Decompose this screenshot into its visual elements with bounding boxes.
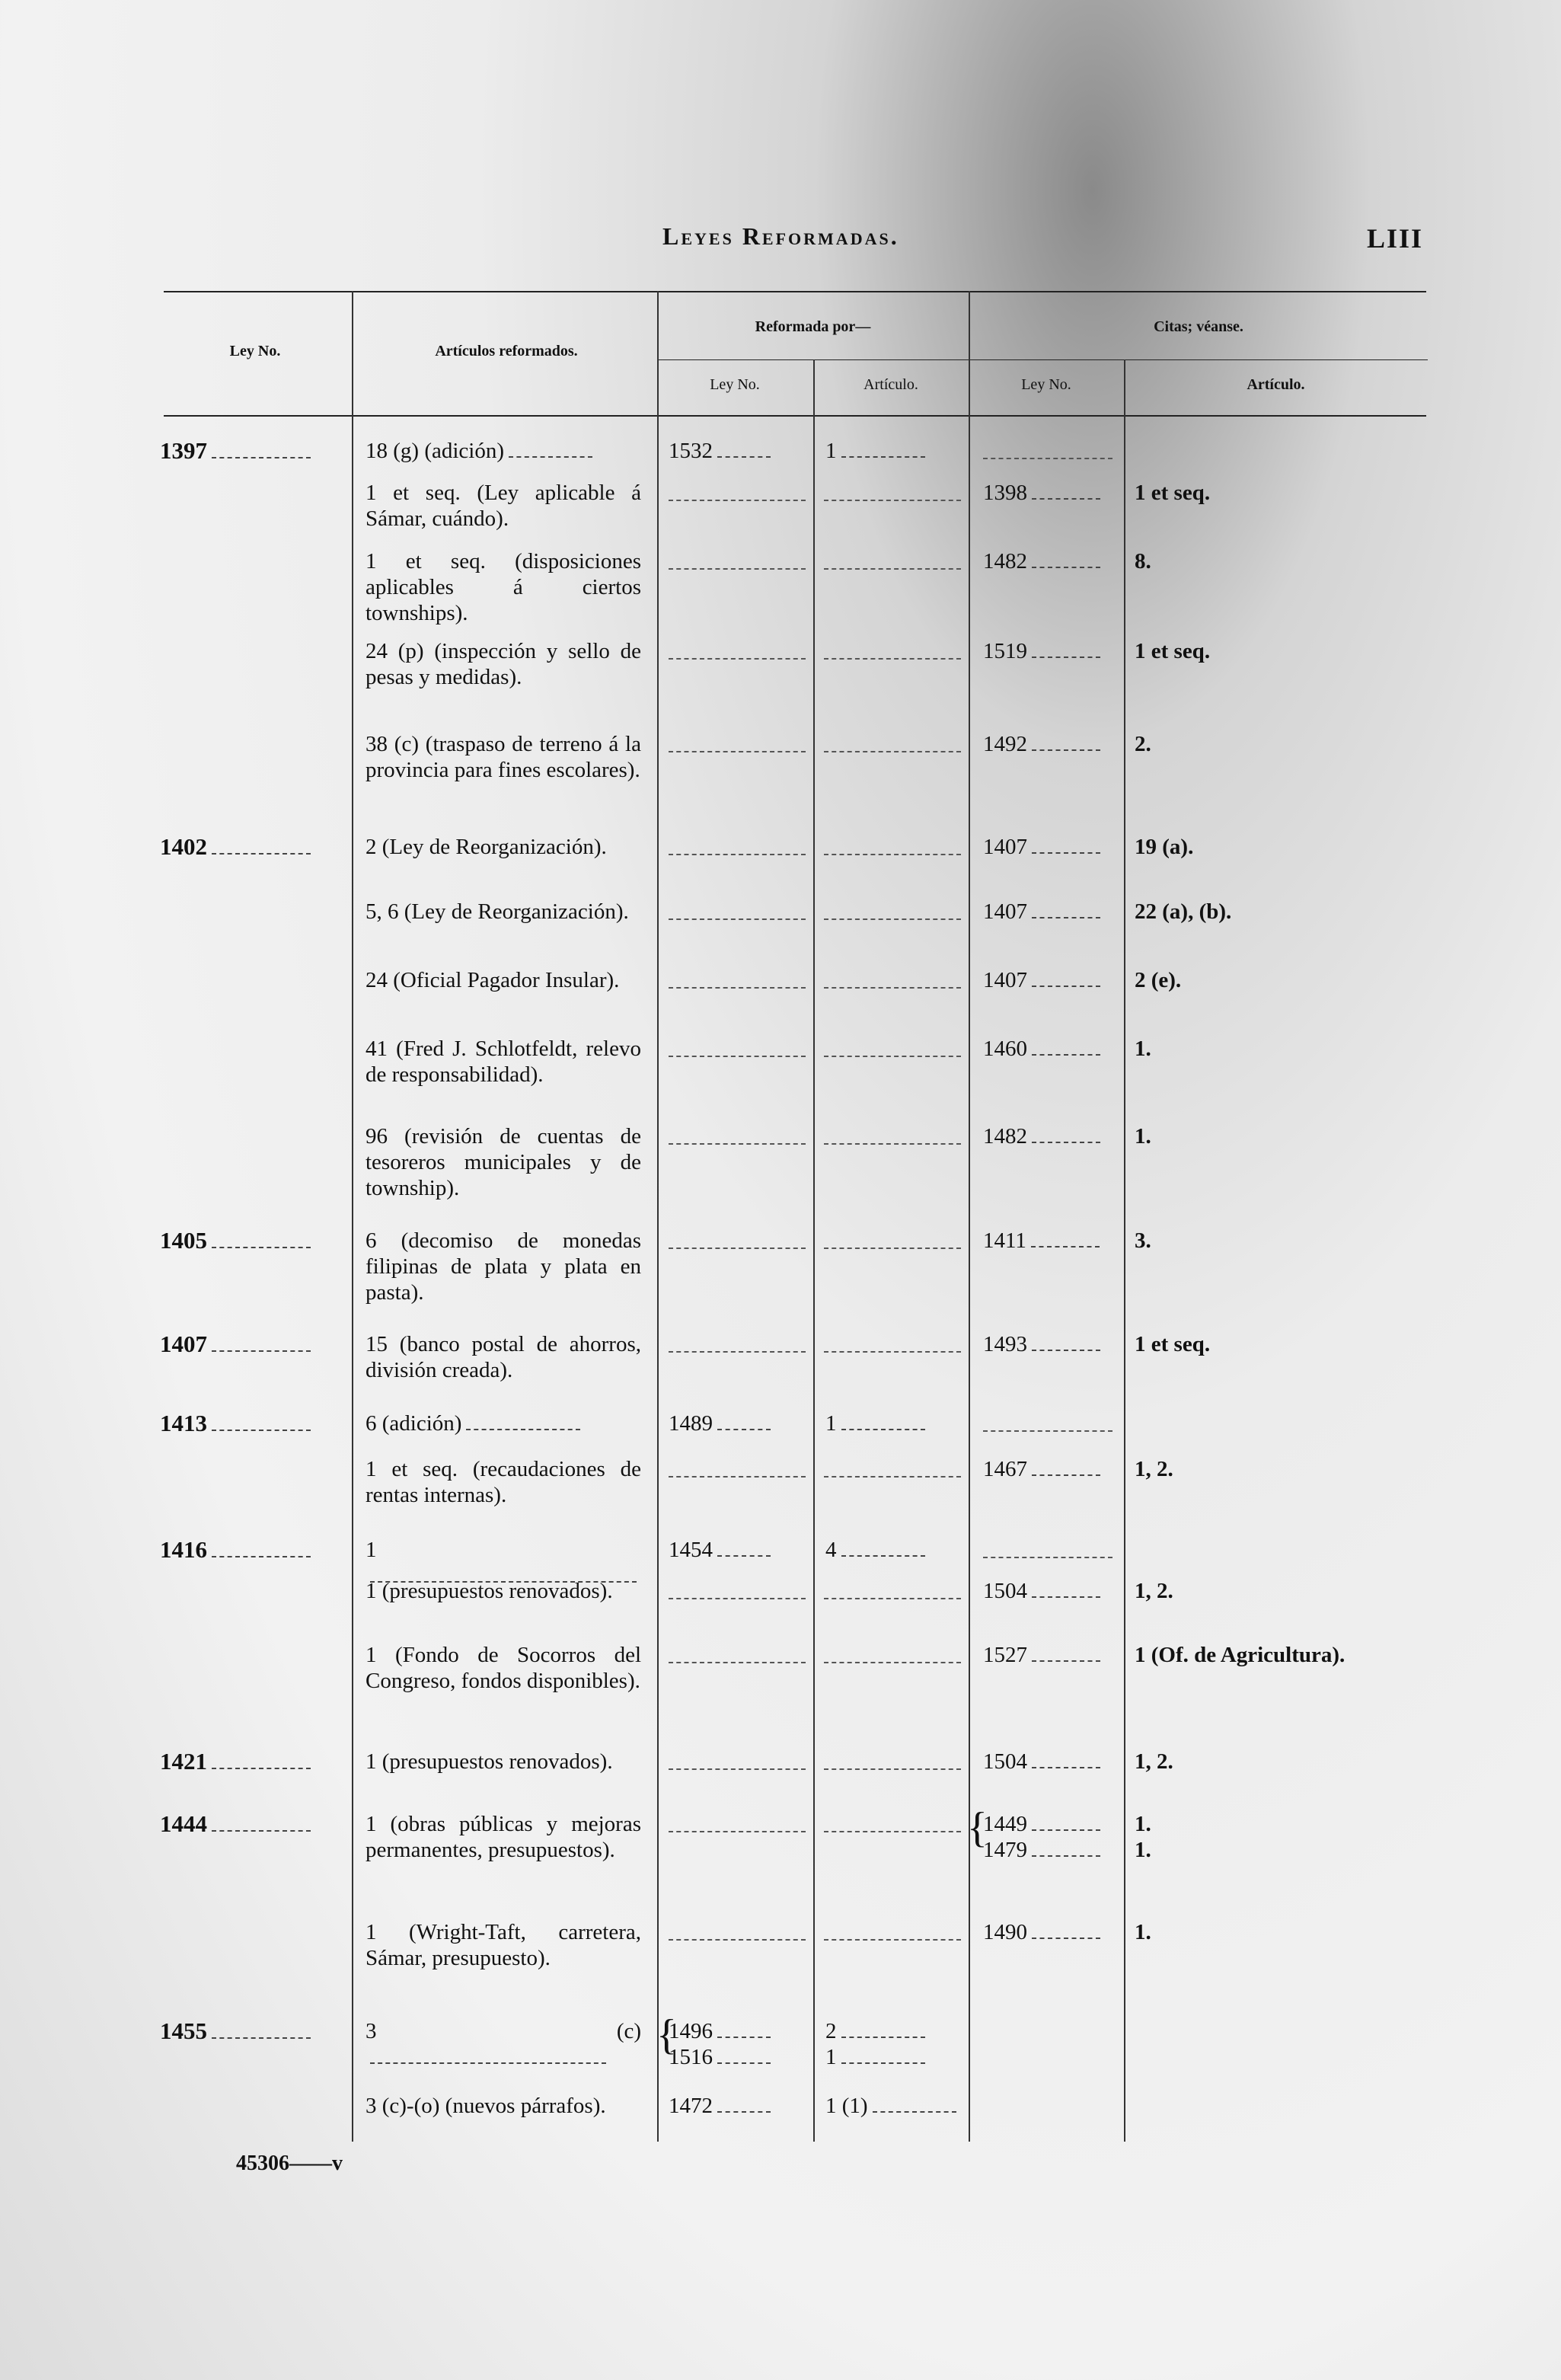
dot-leader bbox=[1032, 1938, 1100, 1939]
cita-articulo bbox=[1135, 1811, 1439, 1863]
empty-dash bbox=[669, 658, 806, 660]
ley-number-text: 1421 bbox=[160, 1748, 207, 1775]
empty-dash bbox=[669, 500, 806, 501]
articulo-reformado bbox=[366, 899, 641, 925]
dot-leader bbox=[212, 1350, 311, 1352]
articulo-text: 1 (obras públicas y mejoras permanentes, presupuestos). bbox=[366, 1812, 641, 1862]
cita-articulo bbox=[1135, 899, 1439, 925]
dot-leader bbox=[1032, 1660, 1100, 1662]
ley-number-text: 1455 bbox=[160, 2017, 207, 2044]
dot-leader bbox=[717, 1555, 771, 1557]
col-divider-4 bbox=[969, 291, 970, 2142]
empty-dash bbox=[824, 1598, 961, 1599]
reformada-articulo bbox=[825, 1537, 962, 1563]
dot-leader bbox=[717, 2062, 771, 2064]
articulo-text: 1 (presupuestos renovados). bbox=[366, 1579, 613, 1603]
header-reformada-por: Reformada por— bbox=[755, 318, 871, 335]
empty-dash bbox=[824, 1248, 961, 1249]
dot-leader bbox=[212, 853, 311, 855]
cita-articulo bbox=[1135, 1036, 1439, 1062]
cita-ley-value: 1411 bbox=[983, 1228, 1120, 1254]
cita-articulo bbox=[1135, 1578, 1439, 1604]
cita-ley bbox=[983, 1331, 1120, 1357]
dot-leader bbox=[841, 456, 925, 458]
articulo-reformado bbox=[366, 967, 641, 993]
ley-number-text: 1397 bbox=[160, 437, 207, 464]
articulo-text: 1 (presupuestos renovados). bbox=[366, 1749, 613, 1774]
cita-articulo bbox=[1135, 967, 1439, 993]
dot-leader bbox=[841, 1555, 925, 1557]
reformada-ley bbox=[669, 1537, 813, 1563]
cita-ley-value: 1527 bbox=[983, 1642, 1120, 1668]
dot-leader bbox=[1032, 656, 1100, 658]
articulo-text: 96 (revisión de cuentas de tesoreros municipales y de township). bbox=[366, 1124, 641, 1200]
dot-leader bbox=[1032, 852, 1100, 854]
reformada-ley-value: 1516 bbox=[669, 2044, 813, 2070]
articulo-text: 3 (c) bbox=[366, 2019, 641, 2043]
running-title: Leyes Reformadas. bbox=[662, 222, 899, 250]
ley-number-text: 1416 bbox=[160, 1536, 207, 1563]
empty-dash bbox=[669, 1662, 806, 1663]
empty-dash bbox=[669, 1143, 806, 1145]
empty-dash bbox=[669, 1768, 806, 1770]
header-citas-articulo: Artículo. bbox=[1247, 376, 1305, 393]
dot-leader bbox=[212, 1430, 311, 1431]
cita-ley-value: 1490 bbox=[983, 1919, 1120, 1945]
cita-ley bbox=[983, 1123, 1120, 1149]
reformada-ley bbox=[669, 1410, 813, 1436]
brace-icon: { bbox=[967, 1804, 988, 1851]
cita-articulo bbox=[1135, 731, 1439, 757]
cita-articulo-value: 1 et seq. bbox=[1135, 481, 1211, 505]
reformada-articulo-value: 1 bbox=[825, 2044, 962, 2070]
cita-ley-value: 1482 bbox=[983, 1123, 1120, 1149]
empty-dash bbox=[824, 1939, 961, 1941]
cita-ley-value: 1407 bbox=[983, 967, 1120, 993]
articulo-text: 6 (decomiso de monedas filipinas de plata y plata en pasta). bbox=[366, 1228, 641, 1305]
cita-ley-value: 1482 bbox=[983, 548, 1120, 574]
articulo-text: 41 (Fred J. Schlotfeldt, relevo de responsabilidad). bbox=[366, 1037, 641, 1087]
dot-leader bbox=[1032, 1596, 1100, 1598]
cita-ley-value: 1449 bbox=[983, 1811, 1120, 1837]
articulo-reformado bbox=[366, 1228, 641, 1305]
reformada-articulo-value: 4 bbox=[825, 1537, 962, 1563]
dot-leader bbox=[1032, 1829, 1100, 1831]
ley-number bbox=[160, 1410, 358, 1436]
dot-leader bbox=[841, 1429, 925, 1430]
articulo-text: 18 (g) (adición) bbox=[366, 439, 504, 463]
header-citas: Citas; véanse. bbox=[1154, 318, 1243, 335]
empty-dash bbox=[669, 918, 806, 920]
cita-articulo bbox=[1135, 1919, 1439, 1945]
reformada-ley-value: 1532 bbox=[669, 438, 813, 464]
brace-icon: { bbox=[656, 2011, 677, 2059]
ley-number bbox=[160, 834, 358, 860]
dot-leader bbox=[212, 1247, 311, 1248]
header-articulos: Artículos reformados. bbox=[435, 343, 578, 359]
cita-articulo-value: 1, 2. bbox=[1135, 1749, 1173, 1774]
cita-articulo-value: 1. bbox=[1135, 1838, 1151, 1862]
articulo-text: 15 (banco postal de ahorros, división creada). bbox=[366, 1332, 641, 1382]
articulo-reformado bbox=[366, 548, 641, 626]
dot-leader bbox=[370, 2062, 606, 2064]
reformada-articulo bbox=[825, 2093, 962, 2119]
ley-number-text: 1407 bbox=[160, 1331, 207, 1357]
empty-dash bbox=[824, 568, 961, 570]
cita-articulo bbox=[1135, 1749, 1439, 1775]
articulo-reformado bbox=[366, 1410, 641, 1436]
dot-leader bbox=[1032, 1855, 1100, 1857]
empty-dash bbox=[983, 1430, 1112, 1432]
cita-articulo-value: 2 (e). bbox=[1135, 968, 1182, 992]
empty-dash bbox=[669, 1476, 806, 1478]
reformada-ley-value: 1489 bbox=[669, 1410, 813, 1436]
dot-leader bbox=[1032, 1054, 1100, 1056]
articulo-text: 1 et seq. (recaudaciones de rentas internas). bbox=[366, 1457, 641, 1507]
cita-ley-value: 1467 bbox=[983, 1456, 1120, 1482]
header-mid-rule bbox=[659, 359, 1428, 360]
cita-ley bbox=[983, 1919, 1120, 1945]
empty-dash bbox=[669, 1939, 806, 1941]
page-header bbox=[0, 222, 1561, 268]
reformada-articulo-value: 2 bbox=[825, 2018, 962, 2044]
cita-articulo-value: 19 (a). bbox=[1135, 835, 1194, 859]
cita-articulo bbox=[1135, 1123, 1439, 1149]
empty-dash bbox=[824, 1831, 961, 1832]
dot-leader bbox=[717, 2111, 771, 2113]
cita-articulo bbox=[1135, 1331, 1439, 1357]
articulo-reformado bbox=[366, 2093, 641, 2119]
empty-dash bbox=[824, 1056, 961, 1057]
cita-articulo-value: 1. bbox=[1135, 1124, 1151, 1148]
header-ley-no: Ley No. bbox=[229, 343, 281, 359]
dot-leader bbox=[1032, 749, 1100, 751]
articulo-text: 24 (Oficial Pagador Insular). bbox=[366, 968, 620, 992]
articulo-reformado bbox=[366, 1749, 641, 1775]
cita-articulo-value: 2. bbox=[1135, 732, 1151, 756]
cita-ley bbox=[983, 1228, 1120, 1254]
cita-articulo bbox=[1135, 834, 1439, 860]
reformada-ley-value: 1472 bbox=[669, 2093, 813, 2119]
articulo-text: 1 et seq. (disposiciones aplicables á ciertos townships). bbox=[366, 549, 641, 625]
empty-dash bbox=[983, 1557, 1112, 1558]
ley-number-text: 1413 bbox=[160, 1410, 207, 1436]
articulo-reformado bbox=[366, 1036, 641, 1088]
ley-number bbox=[160, 1749, 358, 1775]
empty-dash bbox=[669, 1248, 806, 1249]
dot-leader bbox=[717, 456, 771, 458]
cita-ley-value: 1407 bbox=[983, 834, 1120, 860]
articulo-reformado bbox=[366, 1123, 641, 1201]
articulo-reformado bbox=[366, 1642, 641, 1694]
cita-articulo bbox=[1135, 1456, 1439, 1482]
cita-ley bbox=[983, 731, 1120, 757]
col-divider-3 bbox=[813, 359, 815, 2142]
articulo-reformado bbox=[366, 638, 641, 690]
articulo-reformado bbox=[366, 1578, 641, 1604]
dot-leader bbox=[1032, 917, 1100, 918]
empty-dash bbox=[669, 1831, 806, 1832]
cita-articulo-value: 3. bbox=[1135, 1228, 1151, 1253]
dot-leader bbox=[1031, 1246, 1100, 1248]
ley-number bbox=[160, 1331, 358, 1357]
empty-dash bbox=[824, 1351, 961, 1353]
dot-leader bbox=[466, 1429, 580, 1430]
cita-articulo-value: 1. bbox=[1135, 1812, 1151, 1836]
dot-leader bbox=[1032, 1767, 1100, 1768]
dot-leader bbox=[841, 2037, 925, 2038]
articulo-text: 5, 6 (Ley de Reorganización). bbox=[366, 899, 629, 924]
reformada-articulo-value: 1 (1) bbox=[825, 2093, 962, 2119]
articulo-text: 1 (Wright-Taft, carretera, Sámar, presupuesto). bbox=[366, 1920, 641, 1970]
cita-ley-value: 1460 bbox=[983, 1036, 1120, 1062]
articulo-reformado bbox=[366, 731, 641, 783]
empty-dash bbox=[824, 1143, 961, 1145]
cita-ley-value: 1479 bbox=[983, 1837, 1120, 1863]
articulo-text: 6 (adición) bbox=[366, 1411, 462, 1436]
cita-ley bbox=[983, 1578, 1120, 1604]
cita-ley bbox=[983, 967, 1120, 993]
articulo-text: 1 et seq. (Ley aplicable á Sámar, cuándo). bbox=[366, 481, 641, 531]
cita-articulo bbox=[1135, 480, 1439, 506]
articulo-reformado bbox=[366, 1331, 641, 1383]
articulo-text: 1 bbox=[366, 1538, 377, 1562]
cita-articulo bbox=[1135, 1228, 1439, 1254]
cita-ley bbox=[983, 899, 1120, 925]
cita-articulo bbox=[1135, 1642, 1439, 1668]
cita-articulo-value: 1 (Of. de Agricultura). bbox=[1135, 1643, 1346, 1667]
empty-dash bbox=[824, 1476, 961, 1478]
dot-leader bbox=[1032, 498, 1100, 500]
dot-leader bbox=[212, 1556, 311, 1557]
header-reformada-articulo: Artículo. bbox=[863, 376, 918, 393]
cita-ley bbox=[983, 480, 1120, 506]
dot-leader bbox=[1032, 1142, 1100, 1143]
cita-ley bbox=[983, 548, 1120, 574]
cita-articulo-value: 1 et seq. bbox=[1135, 639, 1211, 663]
reformada-articulo bbox=[825, 2018, 962, 2070]
empty-dash bbox=[824, 500, 961, 501]
col-divider-1 bbox=[352, 291, 353, 2142]
empty-dash bbox=[824, 1768, 961, 1770]
cita-articulo-value: 1. bbox=[1135, 1920, 1151, 1944]
dot-leader bbox=[1032, 1350, 1100, 1351]
empty-dash bbox=[824, 987, 961, 989]
header-citas-ley: Ley No. bbox=[1021, 376, 1071, 393]
empty-dash bbox=[824, 658, 961, 660]
cita-ley bbox=[983, 1749, 1120, 1775]
articulo-text: 24 (p) (inspección y sello de pesas y medidas). bbox=[366, 639, 641, 689]
empty-dash bbox=[824, 854, 961, 855]
dot-leader bbox=[212, 1830, 311, 1832]
cita-ley-value: 1493 bbox=[983, 1331, 1120, 1357]
dot-leader bbox=[717, 2037, 771, 2038]
articulo-reformado bbox=[366, 834, 641, 860]
articulo-text: 2 (Ley de Reorganización). bbox=[366, 835, 607, 859]
cita-ley-value: 1407 bbox=[983, 899, 1120, 925]
dot-leader bbox=[212, 2037, 311, 2039]
empty-dash bbox=[669, 751, 806, 752]
articulo-reformado bbox=[366, 1811, 641, 1863]
articulo-reformado bbox=[366, 1456, 641, 1508]
cita-ley bbox=[983, 1036, 1120, 1062]
col-divider-2 bbox=[657, 291, 659, 2142]
cita-articulo-value: 1, 2. bbox=[1135, 1579, 1173, 1603]
cita-articulo-value: 1 et seq. bbox=[1135, 1332, 1211, 1356]
empty-dash bbox=[983, 458, 1112, 459]
ley-number-text: 1444 bbox=[160, 1810, 207, 1837]
cita-articulo-value: 22 (a), (b). bbox=[1135, 899, 1232, 924]
empty-dash bbox=[669, 1598, 806, 1599]
cita-ley-value: 1492 bbox=[983, 731, 1120, 757]
ley-number bbox=[160, 438, 358, 464]
cita-articulo-value: 1, 2. bbox=[1135, 1457, 1173, 1481]
reformada-articulo-value: 1 bbox=[825, 1410, 962, 1436]
ley-number bbox=[160, 2018, 358, 2044]
dot-leader bbox=[1032, 1474, 1100, 1476]
articulo-reformado bbox=[366, 1919, 641, 1971]
empty-dash bbox=[824, 751, 961, 752]
dot-leader bbox=[873, 2111, 956, 2113]
dot-leader bbox=[841, 2062, 925, 2064]
articulo-reformado bbox=[366, 480, 641, 532]
dot-leader bbox=[1032, 986, 1100, 987]
cita-ley bbox=[983, 834, 1120, 860]
articulo-text: 38 (c) (traspaso de terreno á la provincia para fines escolares). bbox=[366, 732, 641, 782]
reformada-ley bbox=[669, 438, 813, 464]
dot-leader bbox=[212, 1768, 311, 1769]
cita-articulo bbox=[1135, 548, 1439, 574]
empty-dash bbox=[669, 854, 806, 855]
cita-articulo-value: 8. bbox=[1135, 549, 1151, 573]
dot-leader bbox=[212, 457, 311, 458]
reformada-ley bbox=[669, 2093, 813, 2119]
cita-ley bbox=[983, 638, 1120, 664]
articulo-text: 3 (c)-(o) (nuevos párrafos). bbox=[366, 2094, 606, 2118]
dot-leader bbox=[1032, 567, 1100, 568]
col-divider-5 bbox=[1124, 359, 1125, 2142]
articulo-text: 1 (Fondo de Socorros del Congreso, fondos disponibles). bbox=[366, 1643, 641, 1693]
articulo-reformado bbox=[366, 2018, 641, 2070]
reformada-ley bbox=[669, 2018, 813, 2070]
empty-dash bbox=[669, 1351, 806, 1353]
page-number: LIII bbox=[1367, 223, 1424, 254]
cita-ley-value: 1504 bbox=[983, 1578, 1120, 1604]
empty-dash bbox=[824, 1662, 961, 1663]
reformada-ley-value: 1496 bbox=[669, 2018, 813, 2044]
ley-number bbox=[160, 1228, 358, 1254]
dot-leader bbox=[717, 1429, 771, 1430]
ley-number-text: 1405 bbox=[160, 1227, 207, 1254]
cita-ley bbox=[983, 1456, 1120, 1482]
empty-dash bbox=[669, 1056, 806, 1057]
cita-ley bbox=[983, 1642, 1120, 1668]
footer-code: 45306——v bbox=[236, 2152, 343, 2175]
ley-number bbox=[160, 1811, 358, 1837]
cita-ley-value: 1398 bbox=[983, 480, 1120, 506]
cita-ley bbox=[983, 1811, 1120, 1863]
reformada-articulo bbox=[825, 1410, 962, 1436]
empty-dash bbox=[824, 918, 961, 920]
cita-articulo-value: 1. bbox=[1135, 1037, 1151, 1061]
empty-dash bbox=[669, 568, 806, 570]
empty-dash bbox=[669, 987, 806, 989]
articulo-reformado bbox=[366, 438, 641, 464]
cita-articulo bbox=[1135, 638, 1439, 664]
ley-number bbox=[160, 1537, 358, 1563]
dot-leader bbox=[509, 456, 592, 458]
cita-ley-value: 1504 bbox=[983, 1749, 1120, 1775]
reformada-articulo-value: 1 bbox=[825, 438, 962, 464]
ley-number-text: 1402 bbox=[160, 833, 207, 860]
reformada-articulo bbox=[825, 438, 962, 464]
cita-ley-value: 1519 bbox=[983, 638, 1120, 664]
header-reformada-ley: Ley No. bbox=[710, 376, 760, 393]
reformada-ley-value: 1454 bbox=[669, 1537, 813, 1563]
